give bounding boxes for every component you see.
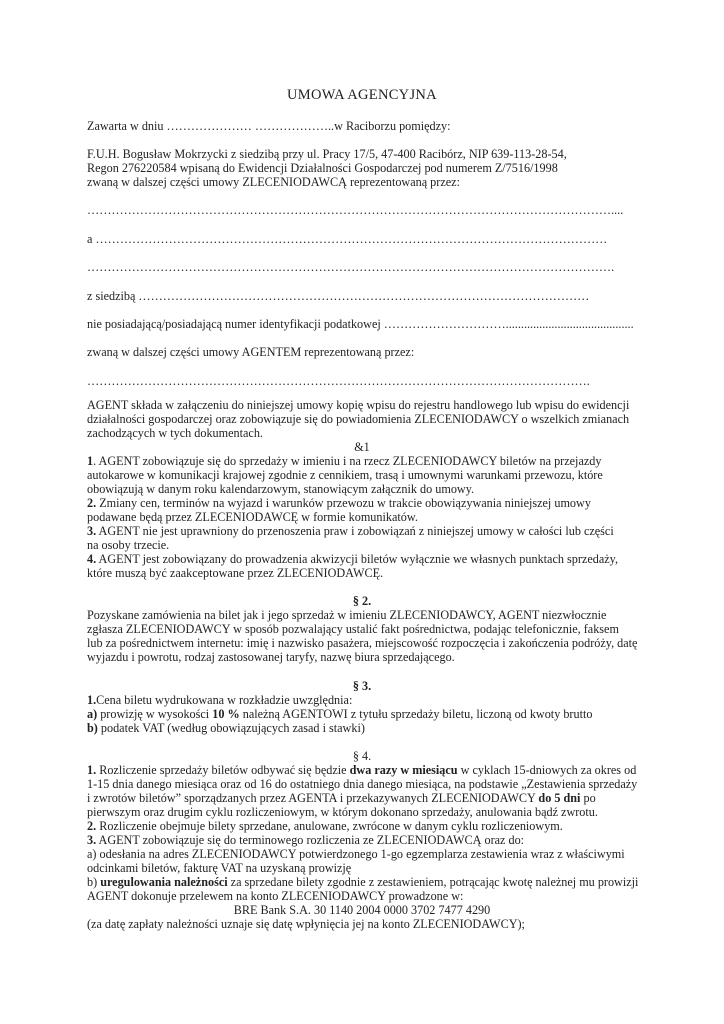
s4-point-1-text-4: po	[580, 791, 596, 805]
s1-point-4-line-1	[87, 552, 618, 566]
section-1-heading	[0, 440, 724, 454]
s4-point-3-number: 3.	[87, 833, 97, 847]
s3-line-1	[87, 693, 352, 707]
s4-point-1-line-3	[87, 791, 596, 805]
s4-item-a-line-1: a) odesłania na adres ZLECENIODAWCY potwierdzonego 1-go egzemplarza zestawienia wraz z właściwymi	[87, 847, 625, 861]
s3-item-b-label: b)	[87, 721, 98, 735]
section-1-heading-text: &1	[354, 440, 370, 454]
s3-item-a	[87, 707, 592, 721]
document-title	[0, 88, 724, 102]
s1-point-4-text: AGENT jest zobowiązany do prowadzenia akwizycji biletów wyłącznie we własnych punktach sprzedaży,	[96, 552, 618, 566]
s1-point-1-text: . AGENT zobowiązuje się do sprzedaży w imieniu i na rzecz ZLECENIODAWCY biletów na przejazdy	[93, 454, 602, 468]
s4-twice-a-month: dwa razy w miesiącu	[349, 763, 458, 777]
s1-point-3-line-2: na osoby trzecie.	[87, 538, 170, 552]
s1-point-3-number: 3.	[87, 524, 97, 538]
section-4-heading-text: § 4.	[352, 749, 372, 763]
s4-item-b-text: za sprzedane bilety zgodnie z zestawieniem, potrącając kwotę należnej mu prowizji	[227, 875, 639, 889]
s1-point-4-line-2: które muszą być zaakceptowane przez ZLECENIODAWCĘ.	[87, 566, 384, 580]
s3-commission-rate: 10 %	[212, 707, 240, 721]
agent-docs-line-1: AGENT składa w załączeniu do niniejszej umowy kopię wpisu do rejestru handlowego lub wpisu do ewidencji	[87, 398, 630, 412]
s4-point-1-line-4: pierwszym oraz drugim cyklu rozliczeniowym, w którym dokonano sprzedaży, anulowania bądź zwrotu.	[87, 805, 598, 819]
section-3-heading	[0, 679, 724, 693]
s4-point-1-text-3: i zwrotów biletów” sporządzanych przez AGENTA i przekazywanych ZLECENIODAWCY	[87, 791, 539, 805]
s4-point-2	[87, 819, 563, 833]
s4-item-b-label: b)	[87, 875, 101, 889]
s3-item-b-text: podatek VAT (według obowiązujących zasad i stawki)	[97, 721, 365, 735]
s3-item-b	[87, 721, 365, 735]
s3-point-1-text: Cena biletu wydrukowana w rozkładzie uwzględnia:	[96, 693, 353, 707]
s2-line-4: wyjazdu i powrotu, rodzaj zastosowanej taryfy, nazwę biura sprzedającego.	[87, 650, 455, 664]
principal-line-2: Regon 276220584 wpisaną do Ewidencji Działalności Gospodarczej pod numerem Z/7516/1998	[87, 161, 558, 175]
s1-point-1-line-3: obowiązują w danym roku kalendarzowym, stanowiącym załącznik do umowy.	[87, 482, 475, 496]
s4-point-1-text-2: w cyklach 15-dniowych za okres od	[457, 763, 637, 777]
s3-item-a-text-1: prowizję w wysokości	[97, 707, 213, 721]
s4-item-b-line-2: AGENT dokonuje przelewem na konto ZLECENIODAWCY prowadzone w:	[87, 889, 464, 903]
s1-point-1-line-1	[87, 454, 601, 468]
section-2-heading	[0, 594, 724, 608]
agent-docs-line-3: zachodzących w tych dokumentach.	[87, 426, 263, 440]
bank-account-line	[0, 903, 724, 917]
agent-seat-line: z siedzibą …………………………………………………………………………………………………	[87, 289, 590, 303]
s1-point-3-text: AGENT nie jest uprawniony do przenoszenia praw i zobowiązań z niniejszej umowy w całości lub części	[96, 524, 614, 538]
agent-docs-line-2: działalności gospodarczej oraz zobowiązuje się do powiadomienia ZLECENIODAWCY o wszelkich zmianach	[87, 412, 630, 426]
s1-point-1-number: 1	[87, 454, 94, 468]
section-4-heading	[0, 749, 724, 763]
s3-item-a-text-2: należną AGENTOWI z tytułu sprzedaży biletu, liczoną od kwoty brutto	[239, 707, 593, 721]
s4-item-b-line-1	[87, 875, 638, 889]
s4-point-1-text-1: Rozliczenie sprzedaży biletów odbywać się będzie	[96, 763, 350, 777]
s4-five-days: do 5 dni	[538, 791, 581, 805]
s2-line-1: Pozyskane zamówienia na bilet jak i jego sprzedaż w imieniu ZLECENIODAWCY, AGENT niezwłocznie	[87, 608, 607, 622]
s1-point-2-line-1	[87, 496, 591, 510]
s1-point-2-line-2: podawane będą przez ZLECENIODAWCĘ w formie komunikatów.	[87, 510, 418, 524]
s4-point-3	[87, 833, 524, 847]
s1-point-1-line-2: autokarowe w komunikacji krajowej zgodnie z cennikiem, trasą i umownymi warunkami przewozu, które	[87, 468, 603, 482]
principal-line-3: zwaną w dalszej części umowy ZLECENIODAWCĄ reprezentowaną przez:	[87, 175, 460, 189]
s4-settlement-bold: uregulowania należności	[100, 875, 228, 889]
title-text: UMOWA AGENCYJNA	[287, 87, 437, 103]
agent-representation-line: zwaną w dalszej części umowy AGENTEM reprezentowaną przez:	[87, 345, 415, 359]
s1-point-2-number: 2.	[87, 496, 97, 510]
section-3-heading-text: § 3.	[352, 679, 372, 693]
blank-line-2: ………………………………………………………………………………………………………………….	[87, 260, 615, 274]
s4-point-2-number: 2.	[87, 819, 97, 833]
s4-point-1-number: 1.	[87, 763, 97, 777]
principal-line-1: F.U.H. Bogusław Mokrzycki z siedzibą przy ul. Pracy 17/5, 47-400 Racibórz, NIP 639-113-28-54,	[87, 147, 567, 161]
s2-line-2: zgłasza ZLECENIODAWCY w sposób pozwalający ustalić fakt pośrednictwa, podając telefonicznie, faksem	[87, 622, 619, 636]
s4-item-a-line-2: odcinkami biletów, fakturę VAT na uzyskaną prowizję	[87, 861, 352, 875]
s1-point-4-number: 4.	[87, 552, 97, 566]
s4-point-1-line-1	[87, 763, 636, 777]
blank-line-1: …………………………………………………………………………………………………………………....	[87, 203, 624, 217]
s4-point-2-text: Rozliczenie obejmuje bilety sprzedane, anulowane, zwrócone w danym cyklu rozliczeniowym.	[96, 819, 563, 833]
agent-name-line: a ………………………………………………………………………………………………………………	[87, 232, 608, 246]
s2-line-3: lub za pośrednictwem internetu: imię i nazwisko pasażera, miejscowość rozpoczęcia i zakończenia podróży, datę	[87, 636, 638, 650]
blank-line-3: …………………………………………………………………………………………………………….	[87, 374, 590, 388]
contract-date-line: Zawarta w dniu ………………… ………………..w Raciborzu pomiędzy:	[87, 119, 451, 133]
s3-item-a-label: a)	[87, 707, 98, 721]
agent-nip-line: nie posiadającą/posiadającą numer identyfikacji podatkowej …………………………..........................................	[87, 317, 634, 331]
s4-payment-date-line: (za datę zapłaty należności uznaje się datę wpłynięcia jej na konto ZLECENIODAWCY);	[87, 917, 525, 931]
bank-account-text: BRE Bank S.A. 30 1140 2004 0000 3702 7477 4290	[233, 903, 491, 917]
s4-point-3-text: AGENT zobowiązuje się do terminowego rozliczenia ze ZLECENIODAWCĄ oraz do:	[96, 833, 525, 847]
s1-point-3-line-1	[87, 524, 614, 538]
section-2-heading-text: § 2.	[352, 594, 372, 608]
s3-point-1-number: 1.	[87, 693, 97, 707]
s4-point-1-line-2: 1-15 dnia danego miesiąca oraz od 16 do ostatniego dnia danego miesiąca, na podstawie „Zestawienia sprzedaży	[87, 777, 638, 791]
s1-point-2-text: Zmiany cen, terminów na wyjazd i warunków przewozu w trakcie obowiązywania niniejszej umowy	[96, 496, 591, 510]
